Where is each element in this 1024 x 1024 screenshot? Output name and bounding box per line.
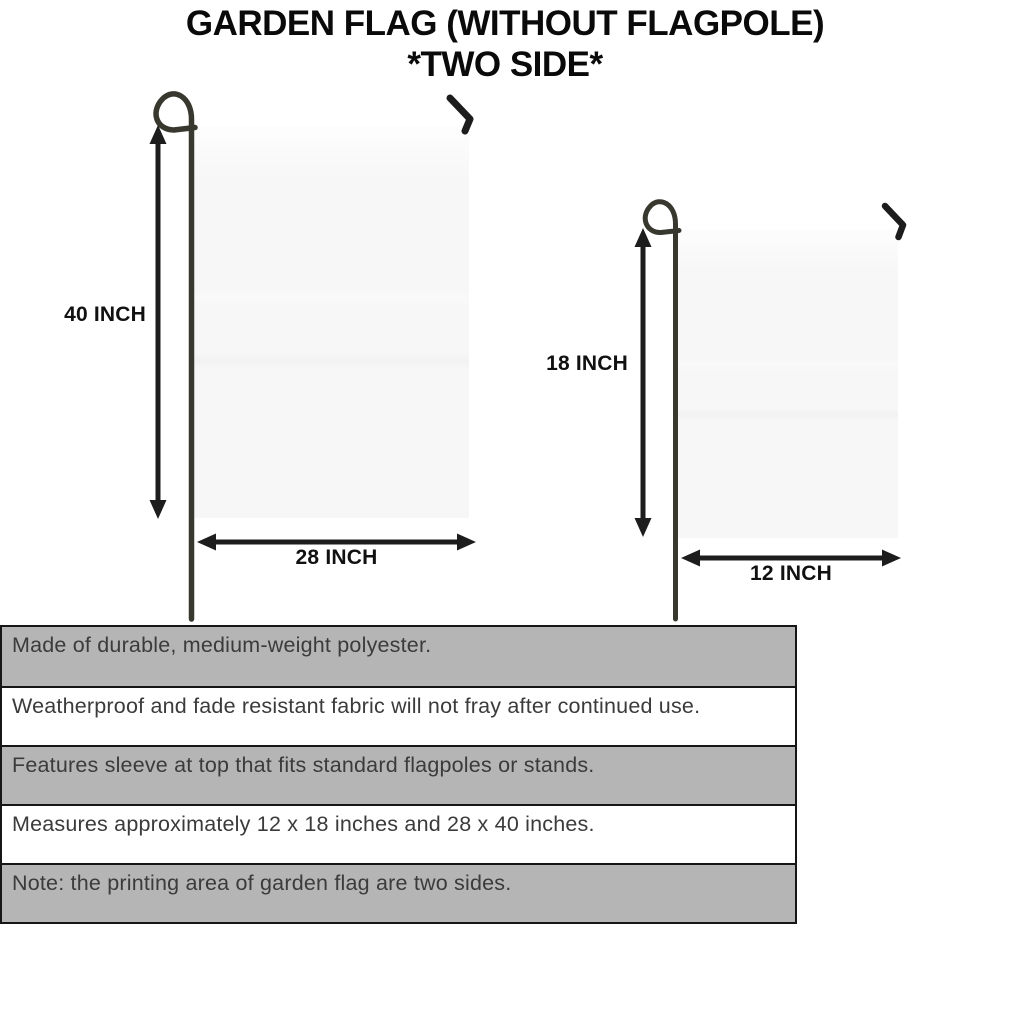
large-flag-pole-icon	[156, 94, 195, 619]
small-flag-width-label: 12 INCH	[750, 562, 832, 585]
small-flag-height-arrow	[635, 228, 652, 537]
page-title-line2: *TWO SIDE*	[407, 44, 603, 84]
large-flag-width-label: 28 INCH	[295, 546, 378, 569]
feature-row-material: Made of durable, medium-weight polyester.	[2, 627, 795, 686]
feature-row-sleeve: Features sleeve at top that fits standard flagpoles or stands.	[2, 745, 795, 804]
feature-row-note: Note: the printing area of garden flag are two sides.	[2, 863, 795, 922]
small-flag-pole-icon	[645, 202, 679, 619]
large-flag-hook-icon	[450, 98, 470, 131]
feature-row-measurements: Measures approximately 12 x 18 inches and 28 x 40 inches.	[2, 804, 795, 863]
small-flag-height-label: 18 INCH	[546, 352, 628, 375]
page-title-line1: GARDEN FLAG (WITHOUT FLAGPOLE)	[185, 4, 825, 43]
feature-row-weatherproof: Weatherproof and fade resistant fabric will not fray after continued use.	[2, 686, 795, 745]
large-flag-height-arrow	[150, 125, 167, 519]
features-table	[0, 625, 797, 924]
small-flag-hook-icon	[885, 206, 903, 237]
large-flag-height-label: 40 INCH	[64, 303, 146, 326]
